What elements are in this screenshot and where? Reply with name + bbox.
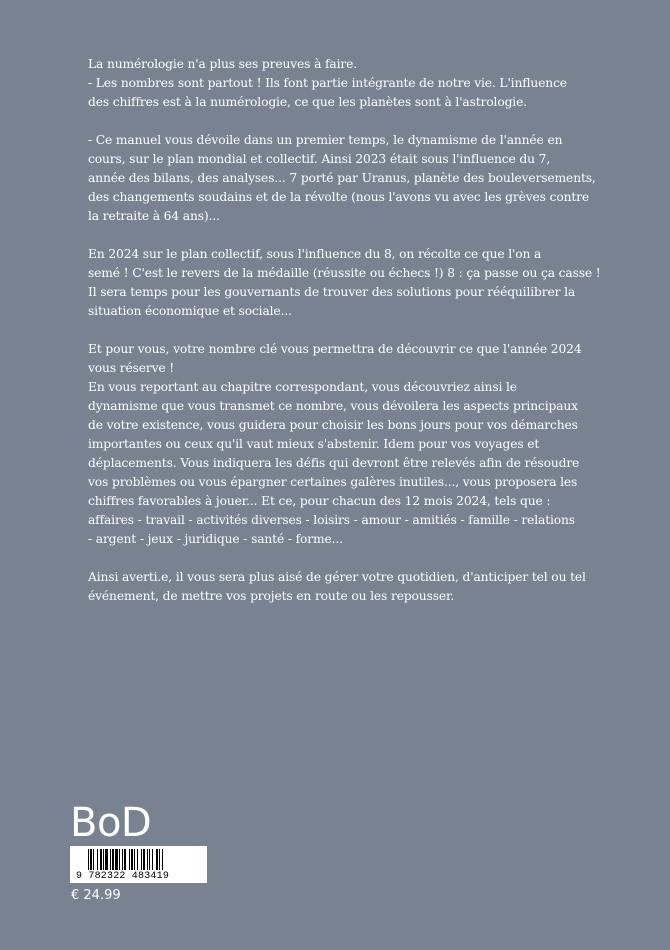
publisher-logo: BoD [70,800,152,846]
barcode-bar [90,849,92,870]
paragraph-key-number [88,340,588,549]
barcode-bar [88,849,89,870]
text-line: événement, de mettre vos projets en route ou les repousser. [88,589,455,603]
text-line: En vous reportant au chapitre correspondant, vous découvriez ainsi le [88,380,517,394]
barcode-bar [147,849,148,870]
paragraph-2024 [88,245,601,321]
text-line: des chiffres est à la numérologie, ce que les planètes sont à l'astrologie. [88,95,527,109]
barcode-bar [103,849,104,870]
text-line: situation économique et sociale... [88,304,292,318]
barcode-bar [143,849,145,870]
barcode-bar [122,849,123,870]
barcode-bar [131,849,133,870]
text-line: semé ! C'est le revers de la médaille (réussite ou échecs !) 8 : ça passe ou ça casse ! [88,266,601,280]
text-line: dynamisme que vous transmet ce nombre, vous dévoilera les aspects principaux [88,399,578,413]
barcode-bar [100,849,102,870]
barcode-digits: 9 782322 483419 [76,871,170,882]
barcode-bar [162,849,163,870]
barcode-bar [149,849,150,870]
text-line: - Ce manuel vous dévoile dans un premier temps, le dynamisme de l'année en [88,133,563,147]
text-line: année des bilans, des analyses... 7 porté par Uranus, planète des bouleversements, [88,171,596,185]
paragraph-manual [88,131,596,226]
barcode-bar [115,849,118,870]
barcode-bar [129,849,130,870]
text-line: En 2024 sur le plan collectif, sous l'influence du 8, on récolte ce que l'on a [88,247,542,261]
back-cover-text [88,55,601,625]
text-line: de votre existence, vous guidera pour choisir les bons jours pour vos démarches [88,418,578,432]
text-line: - argent - jeux - juridique - santé - forme... [88,532,343,546]
barcode-bar [105,849,108,870]
barcode-bar [97,849,98,870]
price-label: € 24.99 [71,888,121,903]
barcode-bar [124,849,126,870]
text-line: Il sera temps pour les gouvernants de trouver des solutions pour rééquilibrer la [88,285,576,299]
barcode-bar [112,849,114,870]
barcode-bar [134,849,135,870]
text-line: la retraite à 64 ans)... [88,209,220,223]
isbn-barcode [70,846,207,883]
text-line: Ainsi averti.e, il vous sera plus aisé de gérer votre quotidien, d'anticiper tel ou tel [88,570,586,584]
barcode-bar [110,849,111,870]
text-line: La numérologie n'a plus ses preuves à faire. [88,57,357,71]
text-line: cours, sur le plan mondial et collectif. Ainsi 2023 était sous l'influence du 7, [88,152,551,166]
paragraph-conclusion [88,568,588,606]
text-line: déplacements. Vous indiquera les défis qui devront être relevés afin de résoudre [88,456,580,470]
paragraph-intro [88,55,588,112]
barcode-bar [141,849,142,870]
barcode-bar [93,849,94,870]
text-line: vous réserve ! [88,361,175,375]
text-line: - Les nombres sont partout ! Ils font partie intégrante de notre vie. L'influence [88,76,567,90]
barcode-bar [159,849,160,870]
text-line: des changements soudains et de la révolte (nous l'avons vu avec les grèves contre [88,190,590,204]
barcode-bar [156,849,158,870]
barcode-bar [137,849,138,870]
text-line: affaires - travail - activités diverses - loisirs - amour - amitiés - famille - relations [88,513,575,527]
text-line: chiffres favorables à jouer... Et ce, pour chacun des 12 mois 2024, tels que : [88,494,551,508]
text-line: Et pour vous, votre nombre clé vous permettra de découvrir ce que l'année 2024 [88,342,582,356]
text-line: importantes ou ceux qu'il vaut mieux s'abstenir. Idem pour vos voyages et [88,437,540,451]
text-line: vos problèmes ou vous épargner certaines galères inutiles..., vous proposera les [88,475,578,489]
barcode-bar [152,849,153,870]
barcode-bar [119,849,120,870]
